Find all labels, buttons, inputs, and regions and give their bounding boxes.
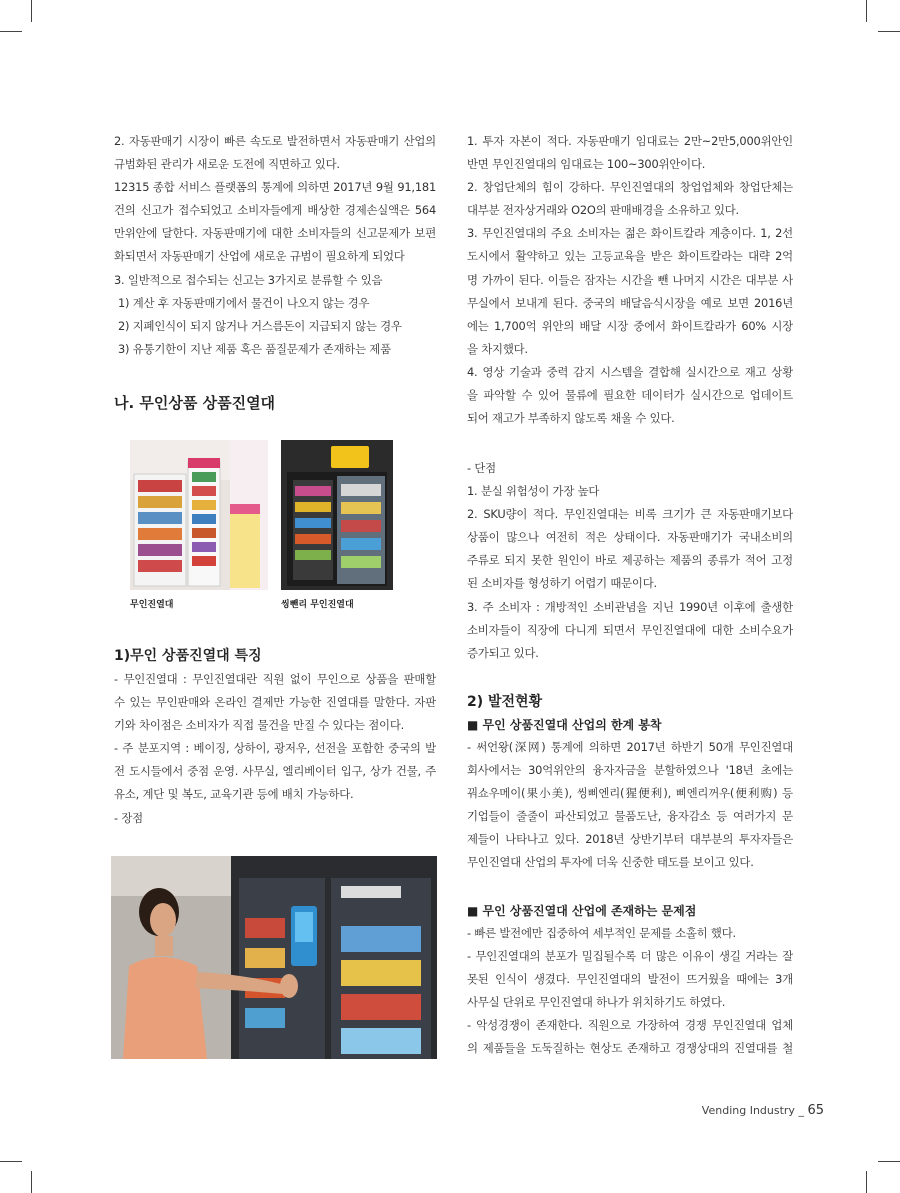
paragraph-line: 무인진열대 산업의 투자에 더욱 신중한 태도를 보이고 있다. <box>467 855 754 870</box>
shelf-photo-2 <box>281 440 393 590</box>
paragraph-line: - 악성경쟁이 존재한다. 직원으로 가장하여 경쟁 무인진열대 업체 <box>467 1018 793 1033</box>
paragraph-line: 사무실 단위로 무인진열대 하나가 위치하기도 하였다. <box>467 995 726 1010</box>
subsection-title: 1)무인 상품진열대 특징 <box>114 648 262 664</box>
paragraph-line: 반면 무인진열대의 임대료는 100~300위안이다. <box>467 157 706 172</box>
paragraph-line: 유소, 계단 및 복도, 교육기관 등에 배치 가능하다. <box>114 787 354 802</box>
paragraph-line: 주류로 되지 못한 원인이 바로 제공하는 제품의 종류가 적어 고정 <box>467 553 793 568</box>
paragraph-line: 2. 자동판매기 시장이 빠른 속도로 발전하면서 자동판매기 산업의 <box>114 134 436 148</box>
paragraph-line: - 주 분포지역 : 베이징, 상하이, 광저우, 선전을 포함한 중국의 발 <box>114 741 436 756</box>
paragraph-line: 소비자들이 직장에 다니게 되면서 무인진열대에 대한 소비수요가 <box>467 622 793 637</box>
right-column-problems <box>467 922 793 1061</box>
crop-mark-bottom-right-h <box>878 1161 900 1162</box>
paragraph-line: 1. 분실 위험성이 가장 높다 <box>467 484 600 499</box>
crop-mark-top-right-v <box>866 0 867 22</box>
paragraph-line: 건의 신고가 접수되었고 소비자들에게 배상한 경제손실액은 564 <box>114 203 436 218</box>
paragraph-line: 꿔쇼우메이(果小美), 씽삐엔리(猩便利), 삐엔리꺼우(便利购) 등 <box>467 786 793 801</box>
crop-mark-top-left-h <box>0 31 22 32</box>
paragraph-line: - 써언왕(深网) 통계에 의하면 2017년 하반기 50개 무인진열대 <box>467 740 793 754</box>
paragraph-line: 못된 인식이 생겼다. 무인진열대의 발전이 뜨거웠을 때에는 3개 <box>467 972 793 987</box>
list-item: 1) 계산 후 자동판매기에서 물건이 나오지 않는 경우 <box>118 295 370 310</box>
crop-mark-bottom-left-v <box>31 1171 32 1193</box>
magazine-name: Vending Industry _ <box>701 1104 804 1117</box>
crop-mark-top-right-h <box>878 31 900 32</box>
list-item: 3) 유통기한이 지난 제품 혹은 품질문제가 존재하는 제품 <box>118 341 391 356</box>
paragraph-line: 을 파악할 수 있어 물류에 필요한 데이터가 실시간으로 업데이트 <box>467 388 793 403</box>
paragraph-line: 수 있는 무인판매와 온라인 결제만 가능한 진열대를 말한다. 자판 <box>114 695 436 710</box>
woman-at-smart-fridge-photo <box>111 856 437 1059</box>
paragraph-line: 무실에서 보내게 된다. 중국의 배달음식시장을 예로 보면 2016년 <box>467 295 793 310</box>
paragraph-line: 4. 영상 기술과 중력 감지 시스템을 결합해 실시간으로 재고 상황 <box>467 364 793 379</box>
paragraph-line: - 단점 <box>467 461 496 475</box>
photo-caption-2: 씽뺀리 무인진열대 <box>281 600 354 610</box>
paragraph-line: 기와 차이점은 소비자가 직접 물건을 만질 수 있다는 점이다. <box>114 718 405 733</box>
paragraph-line: 규범화된 관리가 새로운 도전에 직면하고 있다. <box>114 157 340 172</box>
paragraph-line: 대부분 전자상거래와 O2O의 판매배경을 소유하고 있다. <box>467 203 739 218</box>
paragraph-line: 도시에서 활약하고 있는 고등교육을 받은 화이트칼라는 대략 2억 <box>467 249 793 264</box>
paragraph-line: 1. 투자 자본이 적다. 자동판매기 임대료는 2만~2만5,000위안인 <box>467 134 793 148</box>
crop-mark-top-left-v <box>31 0 32 22</box>
photo-caption-1: 무인진열대 <box>130 600 174 610</box>
paragraph-line: 제들이 나타나고 있다. 2018년 상반기부터 대부분의 투자자들은 <box>467 832 793 847</box>
paragraph-line: 2. 창업단체의 힘이 강하다. 무인진열대의 창업업체와 창업단체는 <box>467 180 793 195</box>
paragraph-line: - 빠른 발전에만 집중하여 세부적인 문제를 소홀히 했다. <box>467 926 736 940</box>
paragraph-line: 12315 종합 서비스 플랫폼의 통계에 의하면 2017년 9월 91,181 <box>114 180 436 195</box>
paragraph-line: 회사에서는 30억위안의 융자자금을 분할하였으나 '18년 초에는 <box>467 763 793 778</box>
paragraph-line: 에는 1,700억 위안의 배달 시장 중에서 화이트칼라가 60% 시장 <box>467 318 793 333</box>
right-column-status <box>467 736 793 875</box>
paragraph-line: 만위안에 달한다. 자동판매기에 대한 소비자들의 신고문제가 보편 <box>114 226 436 241</box>
paragraph-line: 의 제품들을 도둑질하는 현상도 존재하고 경쟁상대의 진열대를 철 <box>467 1041 793 1056</box>
bullet-heading: ■ 무인 상품진열대 산업에 존재하는 문제점 <box>467 904 697 918</box>
page-number: 65 <box>807 1103 824 1118</box>
left-column-lower <box>114 668 436 830</box>
paragraph-line: 을 차지했다. <box>467 341 528 356</box>
paragraph-line: 화되면서 자동판매기 산업에 새로운 규범이 필요하게 되었다 <box>114 249 405 264</box>
paragraph-line: 2. SKU량이 적다. 무인진열대는 비록 크기가 큰 자동판매기보다 <box>467 507 793 522</box>
paragraph-line: - 무인진열대의 분포가 밀집될수록 더 많은 이유이 생길 거라는 잘 <box>467 949 793 964</box>
paragraph-line: 3. 무인진열대의 주요 소비자는 젊은 화이트칼라 계층이다. 1, 2선 <box>467 226 793 241</box>
paragraph-line: 된 소비자를 형성하기 어렵기 때문이다. <box>467 576 657 591</box>
paragraph-line: 증가되고 있다. <box>467 645 539 660</box>
paragraph-line: - 장점 <box>114 810 143 825</box>
crop-mark-bottom-left-h <box>0 1161 22 1162</box>
list-item: 2) 지폐인식이 되지 않거나 거스름돈이 지급되지 않는 경우 <box>118 318 402 333</box>
paragraph-line: 3. 일반적으로 접수되는 신고는 3가지로 분류할 수 있음 <box>114 272 383 287</box>
paragraph-line: 상품이 많으나 여전히 적은 상태이다. 자동판매기가 국내소비의 <box>467 530 793 545</box>
right-column <box>467 130 793 430</box>
paragraph-line: - 무인진열대 : 무인진열대란 직원 없이 무인으로 상품을 판매할 <box>114 672 436 686</box>
paragraph-line: 전 도시들에서 중점 운영. 사무실, 엘리베이터 입구, 상가 건물, 주 <box>114 764 436 779</box>
bullet-heading: ■ 무인 상품진열대 산업의 한계 봉착 <box>467 718 662 732</box>
subsection-title: 2) 발전현황 <box>467 694 543 710</box>
paragraph-line: 되어 재고가 부족하지 않도록 채울 수 있다. <box>467 411 675 426</box>
right-column-cons <box>467 457 793 665</box>
paragraph-line: 명 가까이 된다. 이들은 잠자는 시간을 뺀 나머지 시간은 대부분 사 <box>467 272 793 287</box>
section-title: 나. 무인상품 상품진열대 <box>114 394 276 412</box>
shelf-photo-1 <box>130 440 268 590</box>
paragraph-line: 3. 주 소비자 : 개방적인 소비관념을 지닌 1990년 이후에 출생한 <box>467 599 793 614</box>
left-column <box>114 130 436 361</box>
paragraph-line: 기업들이 줄줄이 파산되었고 물품도난, 융자감소 등 여러가지 문 <box>467 809 793 824</box>
page-footer <box>702 1103 824 1118</box>
crop-mark-bottom-right-v <box>866 1171 867 1193</box>
